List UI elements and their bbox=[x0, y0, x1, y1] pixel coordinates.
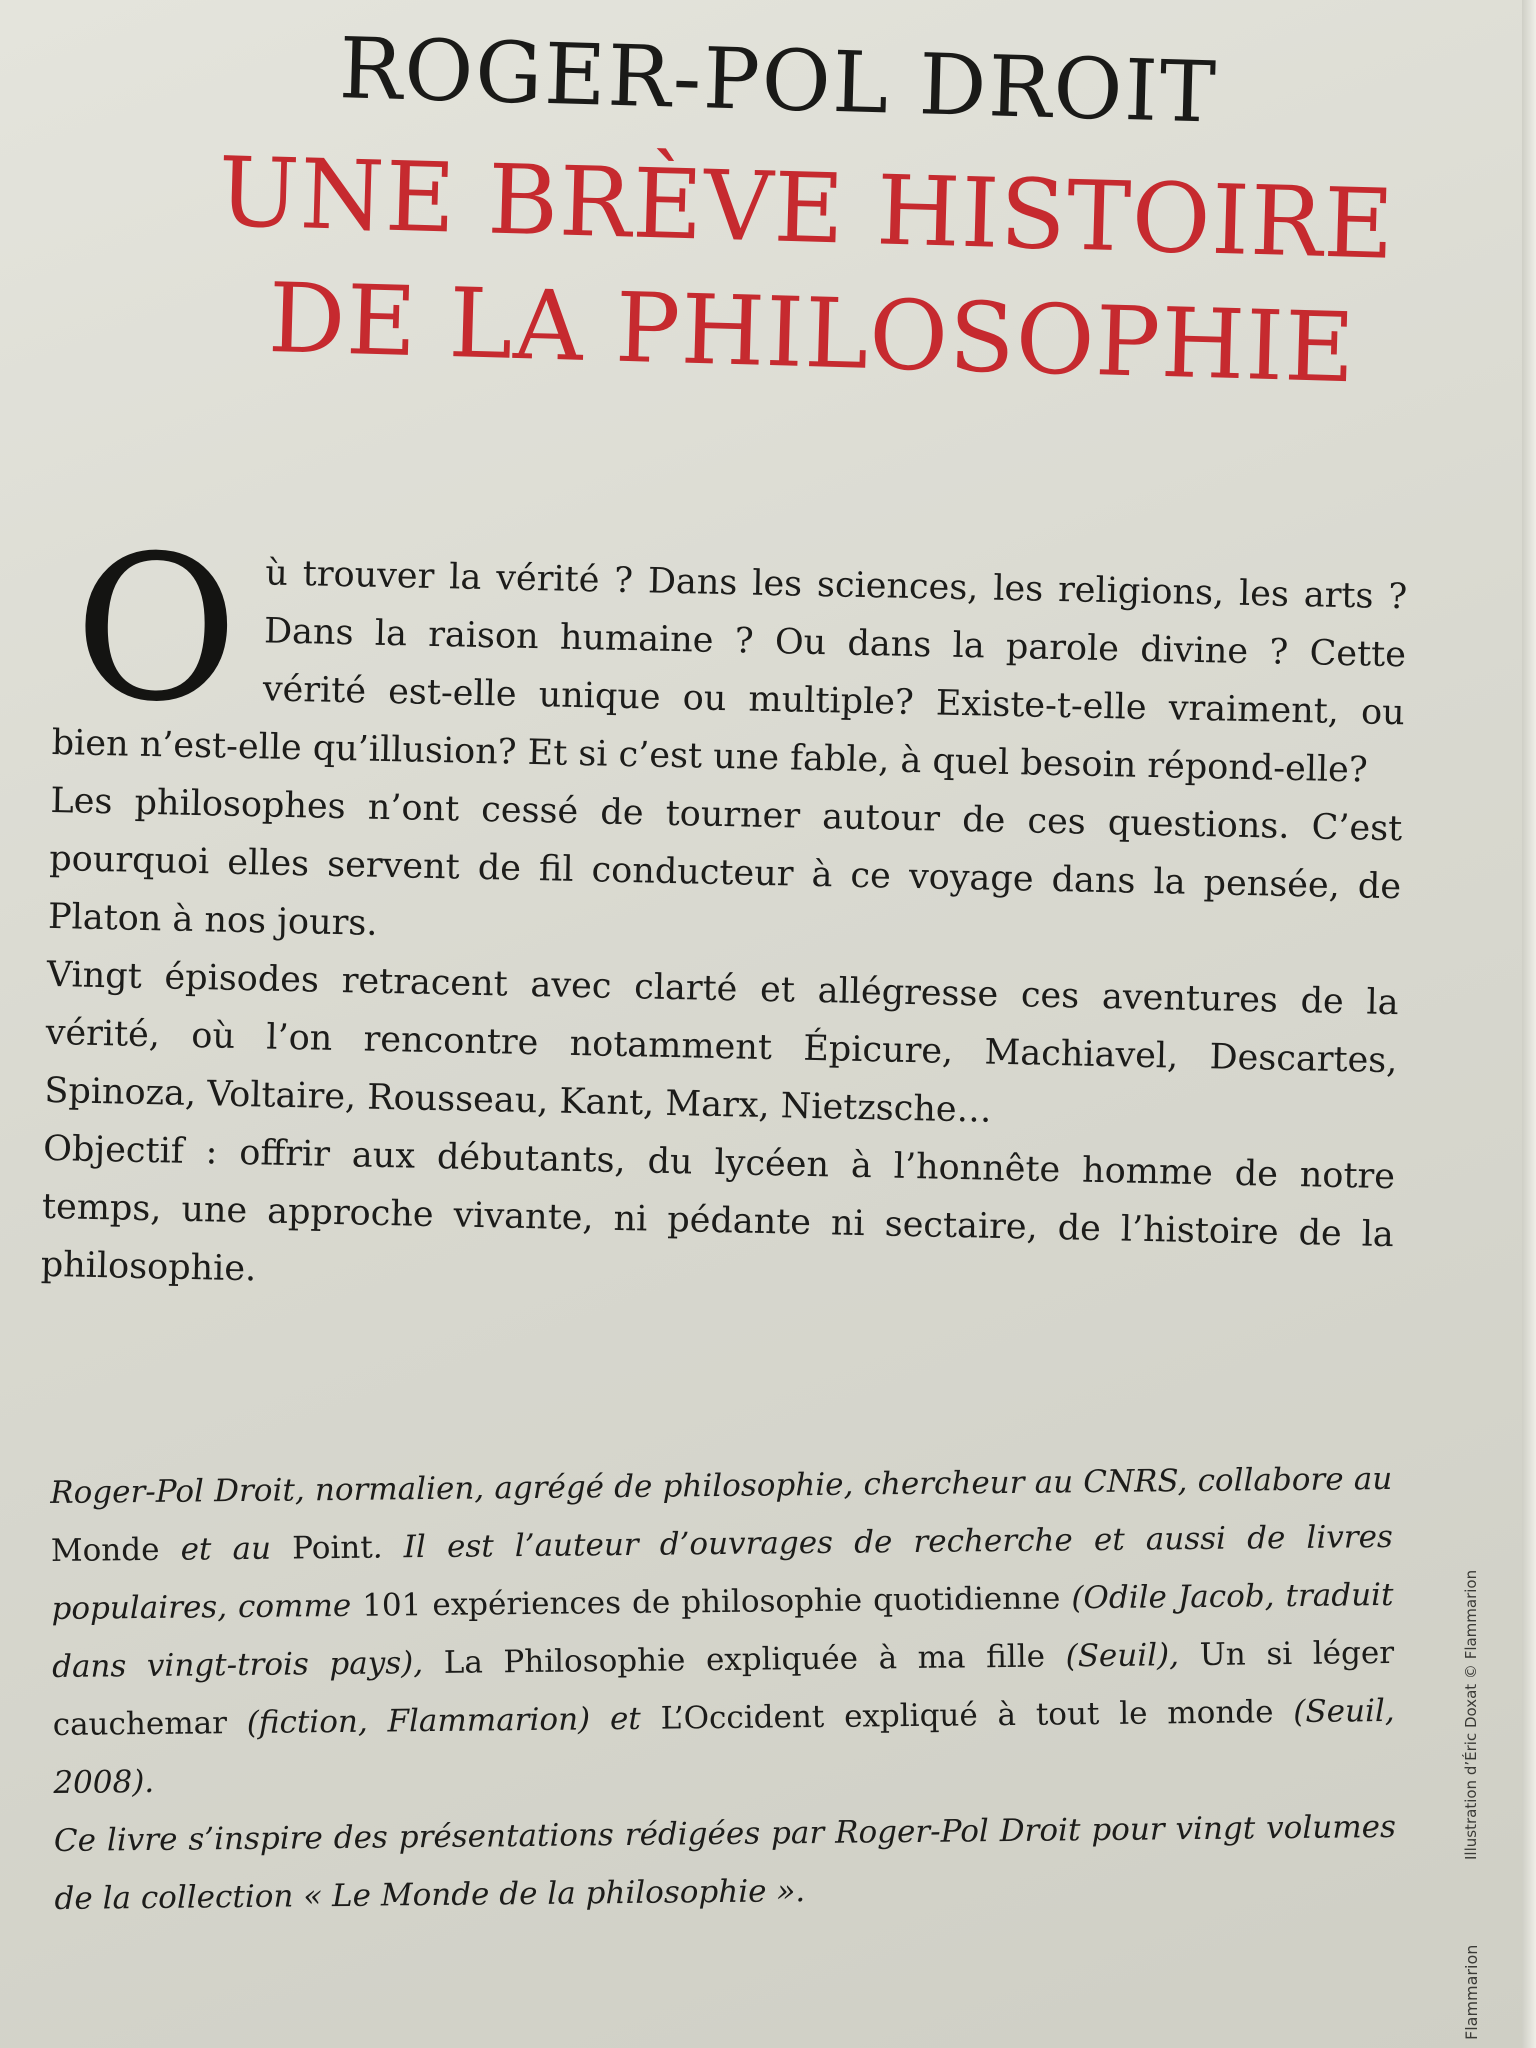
illustration-credit: Illustration d’Éric Doxat © Flammarion bbox=[1462, 1569, 1480, 1860]
blurb-paragraph-4: Objectif : offrir aux débutants, du lycéen à l’honnête homme de notre temps, une approche vivante, ni pédante ni sectaire, de l’histoire de la philosophie. bbox=[40, 1128, 1396, 1290]
bio-text: (Seuil, 2008). bbox=[53, 1692, 1395, 1801]
blurb-paragraph-2: Les philosophes n’ont cessé de tourner autour de ces questions. C’est pourquoi elles servent de fil conducteur à ce voyage dans la pensée, de Platon à nos jours. bbox=[47, 780, 1403, 944]
bio-text: . Il est l’auteur d’ouvrages de recherche et aussi de livres populaires, comme bbox=[51, 1518, 1394, 1627]
bio-text: Roger-Pol Droit, normalien, agrégé de philosophie, chercheur au CNRS, collabore au bbox=[50, 1460, 1393, 1511]
author-bio bbox=[50, 1450, 1397, 1928]
bio-book-title: 101 expériences de philosophie quotidienne bbox=[362, 1580, 1061, 1624]
book-title-line-1: UNE BRÈVE HISTOIRE bbox=[216, 136, 1397, 281]
bio-text: (Seuil), bbox=[1044, 1636, 1200, 1675]
drop-cap: O bbox=[71, 511, 241, 748]
author-bio-paragraph bbox=[50, 1450, 1396, 1812]
book-title-line-2: DE LA PHILOSOPHIE bbox=[266, 262, 1358, 405]
bio-book-title: La Philosophie expliquée à ma fille bbox=[443, 1638, 1046, 1681]
bio-text: et au bbox=[159, 1530, 293, 1568]
bio-book-title: L’Occident expliqué à tout le monde bbox=[660, 1694, 1274, 1737]
bio-text: (fiction, Flammarion) et bbox=[226, 1700, 661, 1742]
blurb bbox=[40, 511, 1408, 1322]
blurb-paragraph-3: Vingt épisodes retracent avec clarté et allégresse ces aventures de la vérité, où l’on rencontre notamment Épicure, Machiavel, Descartes, Spinoza, Voltaire, Rousseau, Kant, Marx, Nietzsche… bbox=[44, 954, 1400, 1131]
blurb-paragraph-1-text: ù trouver la vérité ? Dans les sciences, les religions, les arts ? Dans la raison humaine ? Ou dans la parole divine ? Cette vérité est-elle unique ou multiple? Existe-t-elle vraiment, ou bien n’est-elle qu’illusion? Et si c’est une fable, à quel besoin répond-elle? bbox=[51, 553, 1408, 791]
bio-newspaper-monde: Monde bbox=[50, 1531, 160, 1569]
publisher-name: Flammarion bbox=[1462, 1944, 1481, 2040]
cover-edge bbox=[1522, 0, 1536, 2048]
bio-text: (Odile Jacob, traduit dans vingt-trois pays), bbox=[51, 1576, 1394, 1685]
bio-note: Ce livre s’inspire des présentations rédigées par Roger-Pol Droit pour vingt volumes de la collection « Le Monde de la philosophie ». bbox=[53, 1808, 1397, 1917]
author-name: ROGER-POL DROIT bbox=[337, 19, 1219, 142]
bio-newspaper-point: Point bbox=[291, 1529, 373, 1567]
blurb-paragraph-1 bbox=[51, 511, 1408, 800]
bio-book-title: Un si léger cauchemar bbox=[52, 1634, 1395, 1743]
